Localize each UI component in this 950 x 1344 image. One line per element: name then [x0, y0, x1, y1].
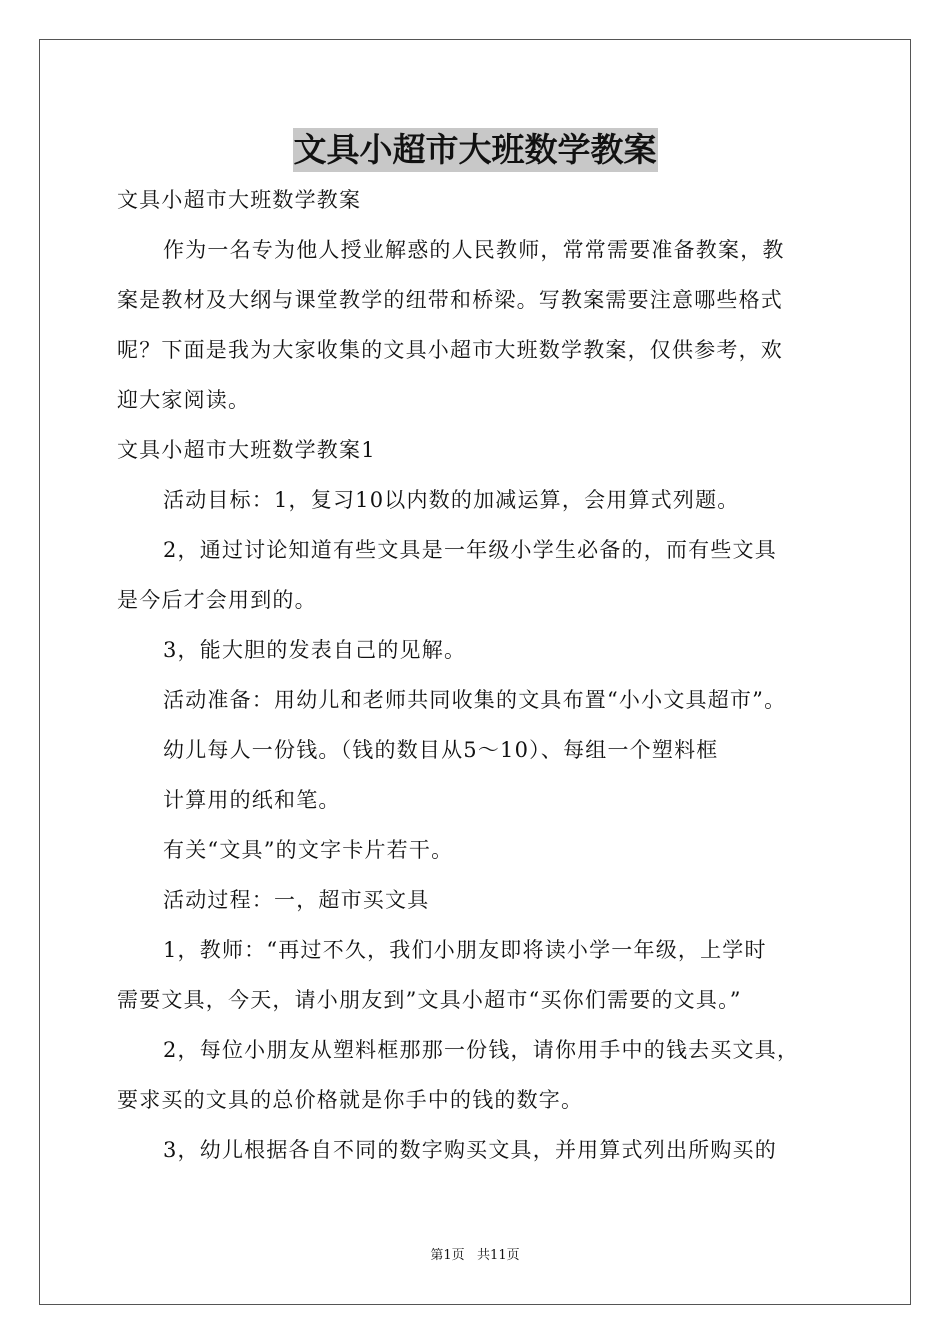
- paragraph-line: 3，幼儿根据各自不同的数字购买文具，并用算式列出所购买的: [163, 1138, 777, 1162]
- subtitle-line: 文具小超市大班数学教案: [117, 188, 362, 212]
- page-border: [39, 39, 911, 1305]
- paragraph-line: 需要文具，今天，请小朋友到”文具小超市“买你们需要的文具。”: [117, 988, 742, 1012]
- title-container: [0, 128, 950, 172]
- paragraph-line: 活动准备：用幼儿和老师共同收集的文具布置“小小文具超市”。: [163, 688, 787, 712]
- paragraph-line: 1，教师：“再过不久，我们小朋友即将读小学一年级，上学时: [163, 938, 767, 962]
- paragraph-line: 有关“文具”的文字卡片若干。: [163, 838, 454, 862]
- paragraph-line: 2，通过讨论知道有些文具是一年级小学生必备的，而有些文具: [163, 538, 777, 562]
- section-heading: 文具小超市大班数学教案1: [117, 438, 376, 462]
- paragraph-line: 案是教材及大纲与课堂教学的纽带和桥梁。写教案需要注意哪些格式: [117, 288, 783, 312]
- paragraph-line: 活动过程：一，超市买文具: [163, 888, 430, 912]
- paragraph-line: 2，每位小朋友从塑料框那那一份钱，请你用手中的钱去买文具，: [163, 1038, 800, 1062]
- paragraph-line: 迎大家阅读。: [117, 388, 251, 412]
- paragraph-line: 3，能大胆的发表自己的见解。: [163, 638, 467, 662]
- paragraph-line: 要求买的文具的总价格就是你手中的钱的数字。: [117, 1088, 584, 1112]
- paragraph-line: 计算用的纸和笔。: [163, 788, 341, 812]
- paragraph-line: 幼儿每人一份钱。（钱的数目从5～10）、每组一个塑料框: [163, 738, 719, 762]
- paragraph-line: 呢？下面是我为大家收集的文具小超市大班数学教案，仅供参考，欢: [117, 338, 783, 362]
- page-footer: 第1页 共11页: [430, 1248, 520, 1263]
- paragraph-line: 是今后才会用到的。: [117, 588, 317, 612]
- document-title: 文具小超市大班数学教案: [293, 128, 658, 172]
- paragraph-line: 作为一名专为他人授业解惑的人民教师，常常需要准备教案，教: [163, 238, 785, 262]
- paragraph-line: 活动目标：1，复习10以内数的加减运算，会用算式列题。: [163, 488, 740, 512]
